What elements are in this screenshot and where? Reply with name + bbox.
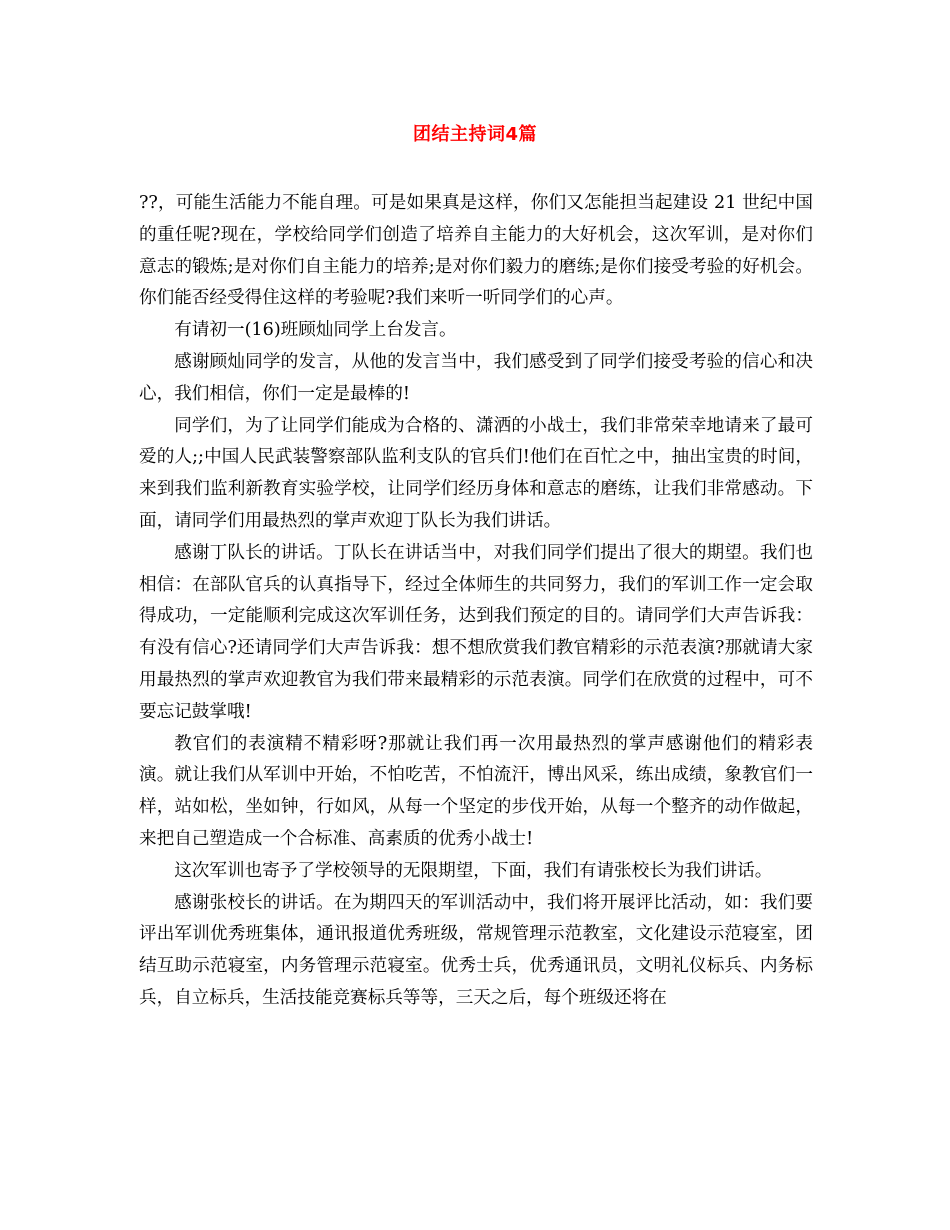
paragraph: 同学们，为了让同学们能成为合格的、潇洒的小战士，我们非常荣幸地请来了最可爱的人;;中国人民武装警察部队监利支队的官兵们!他们在百忙之中，抽出宝贵的时间，来到我们监利新教育实验学校，让同学们经历身体和意志的磨练，让我们非常感动。下面，请同学们用最热烈的掌声欢迎丁队长为我们讲话。 — [139, 415, 813, 531]
paragraph: 这次军训也寄予了学校领导的无限期望，下面，我们有请张校长为我们讲话。 — [174, 860, 773, 881]
paragraph: ??，可能生活能力不能自理。可是如果真是这样，你们又怎能担当起建设 21 世纪中国的重任呢?现在，学校给同学们创造了培养自主能力的大好机会，这次军训，是对你们意志的锻炼;是对你们自主能力的培养;是对你们毅力的磨练;是你们接受考验的好机会。你们能否经受得住这样的考验呢?我们来听一听同学们的心声。 — [139, 193, 813, 309]
document-body — [139, 188, 813, 1015]
paragraph: 感谢张校长的讲话。在为期四天的军训活动中，我们将开展评比活动，如：我们要评出军训优秀班集体，通讯报道优秀班级，常规管理示范教室，文化建设示范寝室，团结互助示范寝室，内务管理示范寝室。优秀士兵，优秀通讯员，文明礼仪标兵、内务标兵，自立标兵，生活技能竞赛标兵等等，三天之后，每个班级还将在 — [139, 892, 813, 1008]
document-title: 团结主持词4篇 — [412, 124, 538, 145]
paragraph: 感谢顾灿同学的发言，从他的发言当中，我们感受到了同学们接受考验的信心和决心，我们相信，你们一定是最棒的! — [139, 351, 813, 404]
paragraph: 教官们的表演精不精彩呀?那就让我们再一次用最热烈的掌声感谢他们的精彩表演。就让我们从军训中开始，不怕吃苦，不怕流汗，博出风采，练出成绩，象教官们一样，站如松，坐如钟，行如风，从每一个坚定的步伐开始，从每一个整齐的动作做起，来把自己塑造成一个合标准、高素质的优秀小战士! — [139, 733, 813, 849]
paragraph: 感谢丁队长的讲话。丁队长在讲话当中，对我们同学们提出了很大的期望。我们也相信：在部队官兵的认真指导下，经过全体师生的共同努力，我们的军训工作一定会取得成功，一定能顺利完成这次军训任务，达到我们预定的目的。请同学们大声告诉我：有没有信心?还请同学们大声告诉我：想不想欣赏我们教官精彩的示范表演?那就请大家用最热烈的掌声欢迎教官为我们带来最精彩的示范表演。同学们在欣赏的过程中，可不要忘记鼓掌哦! — [139, 542, 813, 722]
paragraph: 有请初一(16)班顾灿同学上台发言。 — [174, 320, 457, 341]
